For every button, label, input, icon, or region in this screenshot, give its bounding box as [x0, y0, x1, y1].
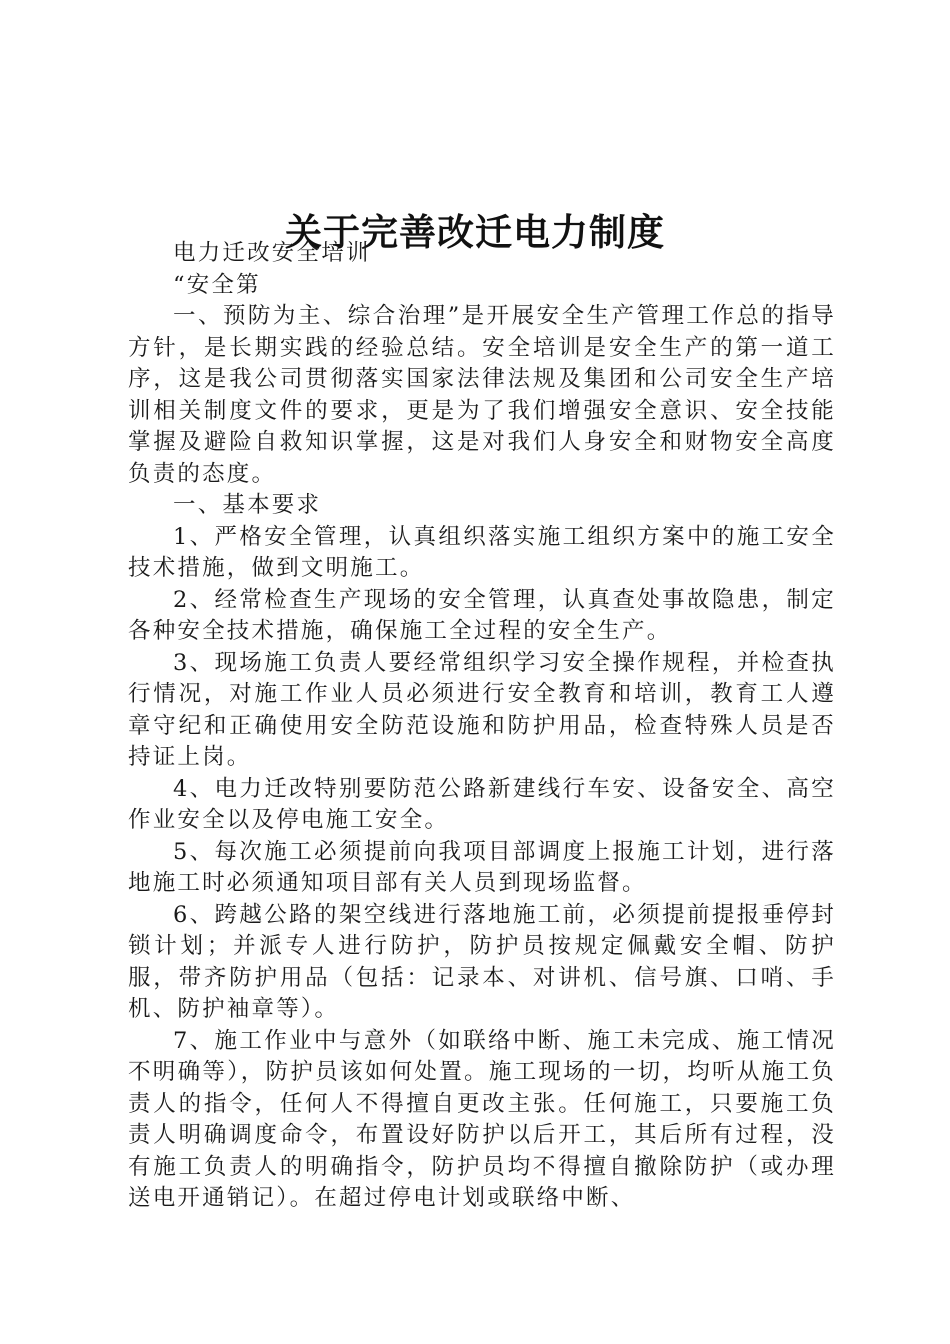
paragraph-item-7: 7、施工作业中与意外（如联络中断、施工未完成、施工情况不明确等），防护员该如何处置。施工现场的一切，均听从施工负责人的指令，任何人不得擅自更改主张。任何施工，只要施工负责人明确调度命令，布置设好防护以后开工，其后所有过程，没有施工负责人的明确指令，防护员均不得擅自撤除防护（或办理送电开通销记）。在超过停电计划或联络中断、 [128, 1027, 836, 1211]
paragraph-item-2: 2、经常检查生产现场的安全管理，认真查处事故隐患，制定各种安全技术措施，确保施工全过程的安全生产。 [128, 586, 836, 644]
paragraph-item-1: 1、严格安全管理，认真组织落实施工组织方案中的施工安全技术措施，做到文明施工。 [128, 523, 836, 581]
paragraph-item-5: 5、每次施工必须提前向我项目部调度上报施工计划，进行落地施工时必须通知项目部有关人员到现场监督。 [128, 838, 836, 896]
document-title: 关于完善改迁电力制度 [285, 210, 665, 254]
paragraph-heading: 电力迁改安全培训 [173, 240, 371, 266]
document-body [128, 238, 836, 1215]
paragraph-item-4: 4、电力迁改特别要防范公路新建线行车安、设备安全、高空作业安全以及停电施工安全。 [128, 775, 836, 833]
paragraph-item-6: 6、跨越公路的架空线进行落地施工前，必须提前提报垂停封锁计划；并派专人进行防护，防护员按规定佩戴安全帽、防护服，带齐防护用品（包括：记录本、对讲机、信号旗、口哨、手机、防护袖章等）。 [128, 901, 836, 1022]
paragraph-intro: 一、预防为主、综合治理”是开展安全生产管理工作总的指导方针，是长期实践的经验总结。安全培训是安全生产的第一道工序，这是我公司贯彻落实国家法律法规及集团和公司安全生产培训相关制度文件的要求，更是为了我们增强安全意识、安全技能掌握及避险自救知识掌握，这是对我们人身安全和财物安全高度负责的态度。 [128, 303, 836, 487]
paragraph-item-3: 3、现场施工负责人要经常组织学习安全操作规程，并检查执行情况，对施工作业人员必须进行安全教育和培训，教育工人遵章守纪和正确使用安全防范设施和防护用品，检查特殊人员是否持证上岗。 [128, 649, 836, 770]
paragraph-quote-start: “安全第 [173, 271, 261, 298]
section-heading-basic-requirements: 一、基本要求 [173, 492, 322, 518]
